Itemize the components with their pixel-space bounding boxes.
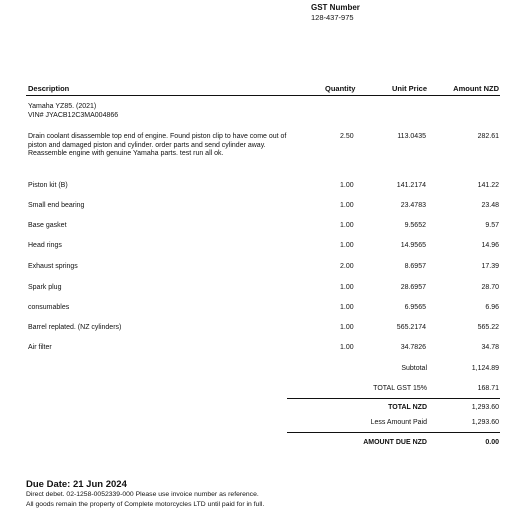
total-nzd-value: 1,293.60 xyxy=(471,404,499,411)
item-quantity: 1.00 xyxy=(340,284,354,291)
item-quantity: 1.00 xyxy=(340,304,354,311)
item-quantity: 2.00 xyxy=(340,263,354,270)
amount-paid-value: 1,293.60 xyxy=(471,419,499,426)
item-unit-price: 6.9565 xyxy=(404,304,426,311)
item-description: Barrel replated. (NZ cylinders) xyxy=(28,324,122,331)
item-description: consumables xyxy=(28,304,70,311)
amount-due-value: 0.00 xyxy=(485,439,499,446)
gst-number-value: 128-437-975 xyxy=(311,13,354,22)
item-unit-price: 141.2174 xyxy=(396,182,426,189)
gst-number-label: GST Number xyxy=(311,3,360,12)
total-nzd-label: TOTAL NZD xyxy=(388,404,427,411)
gst-total-label: TOTAL GST 15% xyxy=(373,385,427,392)
item-quantity: 1.00 xyxy=(340,182,354,189)
item-amount: 34.78 xyxy=(481,344,499,351)
item-description: Piston kit (B) xyxy=(28,182,68,189)
column-header-description: Description xyxy=(28,84,70,93)
item-quantity: 1.00 xyxy=(340,344,354,351)
amount-paid-label: Less Amount Paid xyxy=(370,419,427,426)
column-header-unit-price: Unit Price xyxy=(392,84,428,93)
amount-due-label: AMOUNT DUE NZD xyxy=(363,439,427,446)
payment-instructions: Direct debet. 02-1258-0052339-000 Please use invoice number as reference. xyxy=(26,491,259,498)
item-unit-price: 34.7826 xyxy=(400,344,426,351)
item-unit-price: 28.6957 xyxy=(400,284,426,291)
item-description: Head rings xyxy=(28,242,62,249)
item-description: Exhaust springs xyxy=(28,263,78,270)
item-unit-price: 14.9565 xyxy=(400,242,426,249)
vehicle-vin: VIN# JYACB12C3MA004866 xyxy=(28,112,119,119)
due-date: Due Date: 21 Jun 2024 xyxy=(26,479,127,490)
due-divider xyxy=(287,432,500,433)
item-quantity: 1.00 xyxy=(340,222,354,229)
labour-description: Drain coolant disassemble top end of engine. Found piston clip to have come out of piston and damaged piston and cylinder. order parts and send cylinder away. Reassemble engine with genuine Yamaha parts. test run all ok. xyxy=(28,133,287,157)
subtotal-label: Subtotal xyxy=(401,365,427,372)
item-unit-price: 23.4783 xyxy=(400,202,426,209)
labour-unit-price: 113.0435 xyxy=(397,133,426,140)
labour-quantity: 2.50 xyxy=(340,133,354,140)
item-quantity: 1.00 xyxy=(340,324,354,331)
item-amount: 9.57 xyxy=(485,222,499,229)
item-description: Base gasket xyxy=(28,222,67,229)
item-description: Air filter xyxy=(28,344,52,351)
item-unit-price: 8.6957 xyxy=(404,263,426,270)
item-amount: 17.39 xyxy=(481,263,499,270)
item-amount: 565.22 xyxy=(477,324,499,331)
item-amount: 141.22 xyxy=(477,182,499,189)
totals-divider xyxy=(287,398,500,399)
gst-total-value: 168.71 xyxy=(477,385,499,392)
vehicle-model: Yamaha YZ85. (2021) xyxy=(28,103,97,110)
column-header-quantity: Quantity xyxy=(325,84,356,93)
column-header-amount: Amount NZD xyxy=(453,84,499,93)
item-quantity: 1.00 xyxy=(340,202,354,209)
subtotal-value: 1,124.89 xyxy=(471,365,499,372)
header-divider xyxy=(26,95,500,96)
item-amount: 14.96 xyxy=(481,242,499,249)
item-description: Small end bearing xyxy=(28,202,85,209)
item-description: Spark plug xyxy=(28,284,62,291)
item-unit-price: 565.2174 xyxy=(396,324,426,331)
item-unit-price: 9.5652 xyxy=(404,222,426,229)
item-quantity: 1.00 xyxy=(340,242,354,249)
item-amount: 23.48 xyxy=(481,202,499,209)
item-amount: 6.96 xyxy=(485,304,499,311)
ownership-notice: All goods remain the property of Complete motorcycles LTD until paid for in full. xyxy=(26,501,265,508)
labour-amount: 282.61 xyxy=(477,133,499,140)
item-amount: 28.70 xyxy=(481,284,499,291)
